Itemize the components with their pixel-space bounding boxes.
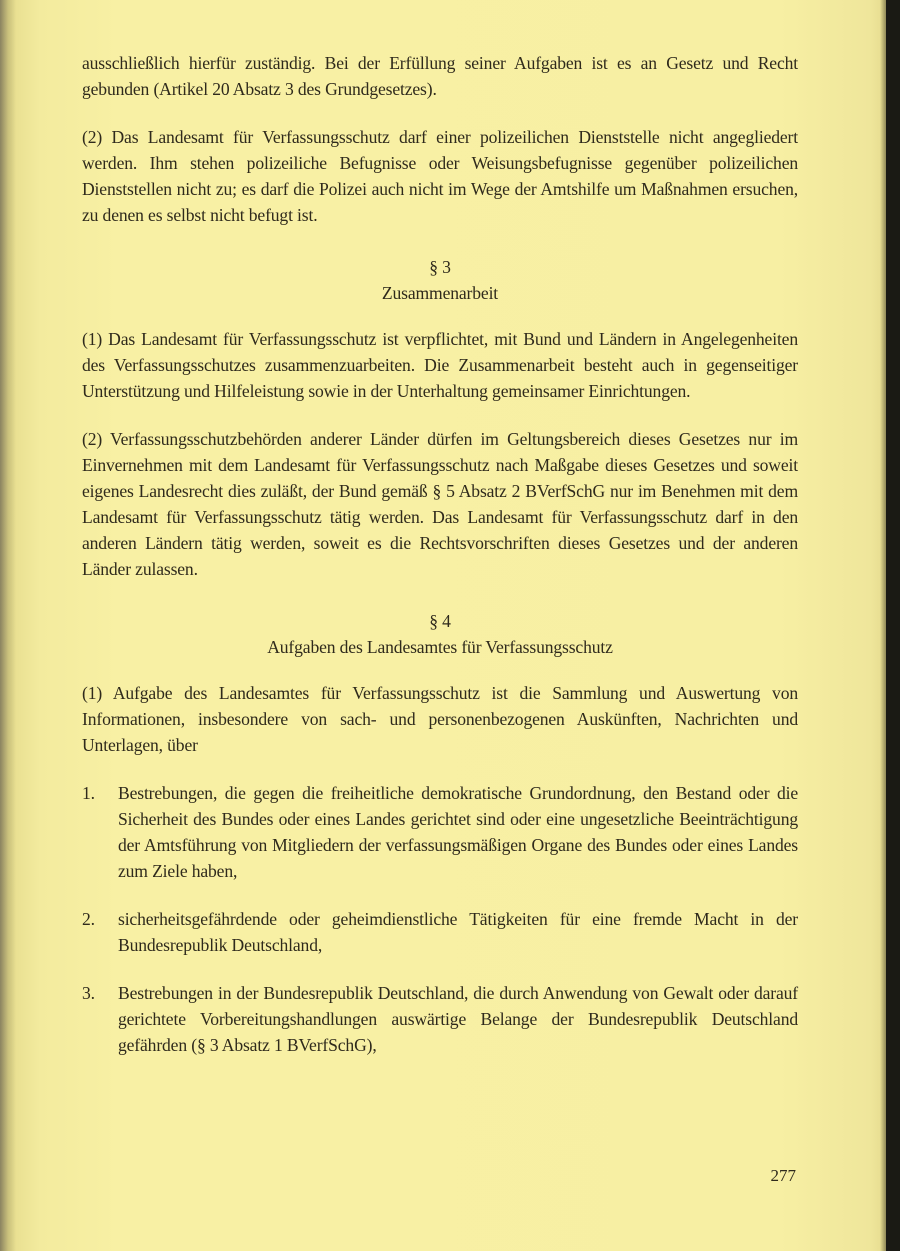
section-4-paragraph-1: (1) Aufgabe des Landesamtes für Verfassungsschutz ist die Sammlung und Auswertung von Informationen, insbesondere von sach- und personenbezogenen Auskünften, Nachrichten und Unterlagen, über bbox=[82, 683, 798, 755]
list-item-number: 1. bbox=[82, 783, 95, 803]
list-item bbox=[82, 780, 798, 884]
section-4-title: Aufgaben des Landesamtes für Verfassungsschutz bbox=[267, 637, 613, 657]
section-3-number: § 3 bbox=[429, 257, 451, 277]
paragraph-2-2: (2) Das Landesamt für Verfassungsschutz darf einer polizeilichen Dienststelle nicht angegliedert werden. Ihm stehen polizeiliche Befugnisse oder Weisungsbefugnisse gegenüber polizeilichen Dienststellen nicht zu; es darf die Polizei auch nicht im Wege der Amtshilfe um Maßnahmen ersuchen, zu denen es selbst nicht befugt ist. bbox=[82, 127, 798, 225]
section-3-title: Zusammenarbeit bbox=[381, 283, 499, 303]
list-item-number: 2. bbox=[82, 909, 95, 929]
section-4-number: § 4 bbox=[429, 611, 451, 631]
section-3-paragraph-1: (1) Das Landesamt für Verfassungsschutz ist verpflichtet, mit Bund und Ländern in Angelegenheiten des Verfassungsschutzes zusammenzuarbeiten. Die Zusammenarbeit besteht auch in gegenseitiger Unterstützung und Hilfeleistung sowie in der Unterhaltung gemeinsamer Einrichtungen. bbox=[82, 329, 798, 401]
page-number: 277 bbox=[770, 1166, 796, 1185]
list-item-text: Bestrebungen in der Bundesrepublik Deutschland, die durch Anwendung von Gewalt oder darauf gerichtete Vorbereitungshandlungen auswärtige Belange der Bundesrepublik Deutschland gefährden (§ 3 Absatz 1 BVerfSchG), bbox=[118, 983, 798, 1055]
list-item-number: 3. bbox=[82, 983, 95, 1003]
paragraph-continuation: ausschließlich hierfür zuständig. Bei der Erfüllung seiner Aufgaben ist es an Gesetz und Recht gebunden (Artikel 20 Absatz 3 des Grundgesetzes). bbox=[82, 53, 798, 99]
section-3-paragraph-2: (2) Verfassungsschutzbehörden anderer Länder dürfen im Geltungsbereich dieses Gesetzes nur im Einvernehmen mit dem Landesamt für Verfassungsschutz nach Maßgabe dieses Gesetzes und soweit eigenes Landesrecht dies zuläßt, der Bund gemäß § 5 Absatz 2 BVerfSchG nur im Benehmen mit dem Landesamt für Verfassungsschutz tätig werden. Das Landesamt für Verfassungsschutz darf in den anderen Ländern tätig werden, soweit es die Rechtsvorschriften dieses Gesetzes und der anderen Länder zulassen. bbox=[82, 429, 798, 579]
scan-border bbox=[886, 0, 900, 1251]
section-4-list bbox=[82, 780, 798, 1058]
page-content bbox=[82, 50, 798, 1080]
list-item-text: sicherheitsgefährdende oder geheimdienstliche Tätigkeiten für eine fremde Macht in der Bundesrepublik Deutschland, bbox=[118, 909, 798, 955]
list-item-text: Bestrebungen, die gegen die freiheitliche demokratische Grundordnung, den Bestand oder die Sicherheit des Bundes oder eines Landes gerichtet sind oder eine ungesetzliche Beeinträchtigung der Amtsführung von Mitgliedern der verfassungsmäßigen Organe des Bundes oder eines Landes zum Ziele haben, bbox=[118, 783, 798, 881]
binding-shadow bbox=[0, 0, 16, 1251]
list-item bbox=[82, 906, 798, 958]
list-item bbox=[82, 980, 798, 1058]
